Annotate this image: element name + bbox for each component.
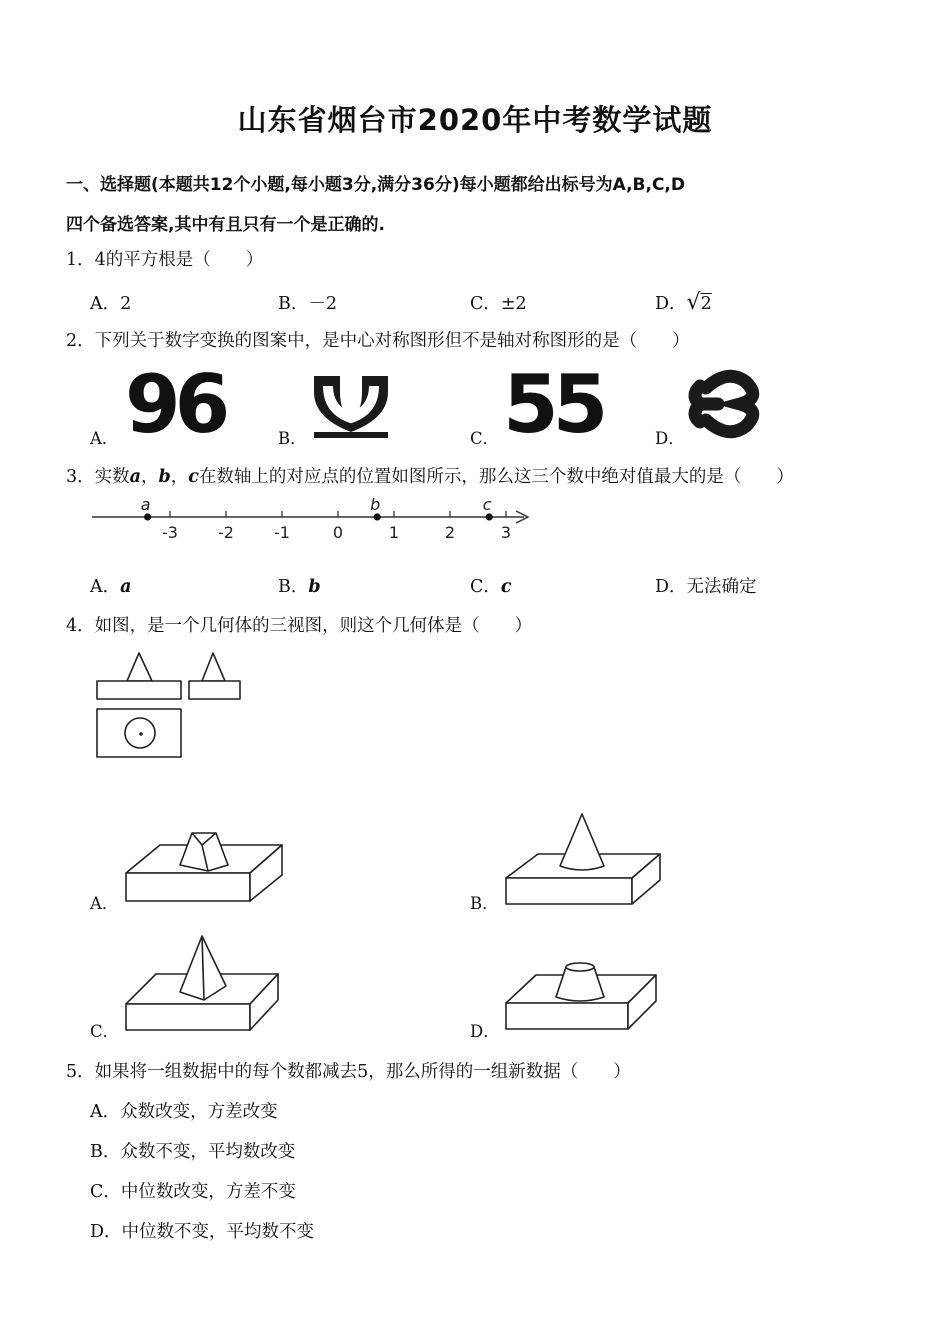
q3-sep-1: ， xyxy=(140,467,159,487)
q3-option-a-var: a xyxy=(120,577,132,597)
tick-label: -3 xyxy=(162,523,178,542)
q2-option-c: C． xyxy=(470,429,500,448)
front-view xyxy=(97,653,181,699)
q4-option-c: C． xyxy=(90,1022,120,1041)
q4-stem: 4．如图，是一个几何体的三视图，则这个几何体是（ ） xyxy=(66,616,533,636)
point-label-b: b xyxy=(370,495,381,514)
q1-option-d xyxy=(655,290,712,315)
tick-label: 1 xyxy=(388,523,400,542)
point-a xyxy=(144,513,151,520)
q5-option-b: B．众数不变，平均数改变 xyxy=(90,1142,296,1162)
tick-label: 3 xyxy=(500,523,512,542)
q4-three-views xyxy=(90,648,250,763)
q2-stem: 2．下列关于数字变换的图案中，是中心对称图形但不是轴对称图形的是（ ） xyxy=(66,331,690,351)
q1-option-d-value: 2 xyxy=(700,294,712,314)
q3-stem-prefix: 3．实数 xyxy=(66,467,130,487)
q3-var-c: c xyxy=(188,467,199,487)
q3-option-a xyxy=(90,573,131,598)
q5-option-d: D．中位数不变，平均数不变 xyxy=(90,1222,315,1242)
q3-stem xyxy=(66,463,794,488)
q3-option-b-prefix: B． xyxy=(278,577,309,597)
q3-var-b: b xyxy=(158,467,171,487)
q3-option-b xyxy=(278,573,321,598)
q3-option-a-prefix: A． xyxy=(90,577,121,597)
q2-option-b: B． xyxy=(278,429,307,448)
q2-image-a: 96 xyxy=(125,358,225,451)
section-heading-line2: 四个备选答案,其中有且只有一个是正确的. xyxy=(66,215,385,235)
q3-sep-2: ， xyxy=(170,467,189,487)
q4-solid-d xyxy=(500,955,665,1035)
tick-label: -2 xyxy=(218,523,234,542)
q4-option-d: D． xyxy=(470,1022,500,1041)
sqrt-symbol: √ xyxy=(686,290,701,315)
q2-option-a: A． xyxy=(90,429,119,448)
q1-stem: 1．4的平方根是（ ） xyxy=(66,250,264,270)
point-label-a: a xyxy=(140,495,151,514)
q3-option-c xyxy=(470,573,512,598)
q5-option-a: A．众数改变，方差改变 xyxy=(90,1102,278,1122)
point-b xyxy=(374,513,381,520)
q4-solid-c xyxy=(120,932,290,1034)
q3-number-line xyxy=(0,490,950,560)
page-title: 山东省烟台市2020年中考数学试题 xyxy=(237,103,713,137)
q3-var-a: a xyxy=(129,467,141,487)
q2-image-d xyxy=(688,368,768,438)
section-heading-line1: 一、选择题(本题共12个小题,每小题3分,满分36分)每小题都给出标号为A,B,C,D xyxy=(66,175,685,195)
q5-option-c: C．中位数改变，方差不变 xyxy=(90,1182,296,1202)
q3-option-c-prefix: C． xyxy=(470,577,501,597)
q3-option-c-var: c xyxy=(500,577,512,597)
point-c xyxy=(486,513,493,520)
q3-stem-suffix: 在数轴上的对应点的位置如图所示，那么这三个数中绝对值最大的是（ ） xyxy=(198,467,794,487)
q4-solid-b xyxy=(500,808,670,908)
q2-option-d: D． xyxy=(655,429,685,448)
q4-option-b: B． xyxy=(470,894,499,913)
q1-option-a: A．2 xyxy=(90,294,132,314)
q4-solid-a xyxy=(120,825,290,905)
q3-option-b-var: b xyxy=(308,577,321,597)
q4-option-a: A． xyxy=(90,894,119,913)
q1-option-b: B．－2 xyxy=(278,294,337,314)
tick-label: 0 xyxy=(332,523,344,542)
side-view xyxy=(189,653,240,699)
point-label-c: c xyxy=(482,495,492,514)
q3-option-d: D．无法确定 xyxy=(655,577,757,597)
q1-option-d-label: D． xyxy=(655,294,687,314)
tick-label: -1 xyxy=(274,523,290,542)
q2-image-b xyxy=(310,372,392,440)
q1-option-c: C．±2 xyxy=(470,294,527,314)
top-view xyxy=(97,709,181,757)
q2-image-c: 55 xyxy=(503,358,603,451)
tick-label: 2 xyxy=(444,523,456,542)
q5-stem: 5．如果将一组数据中的每个数都减去5，那么所得的一组新数据（ ） xyxy=(66,1062,631,1082)
